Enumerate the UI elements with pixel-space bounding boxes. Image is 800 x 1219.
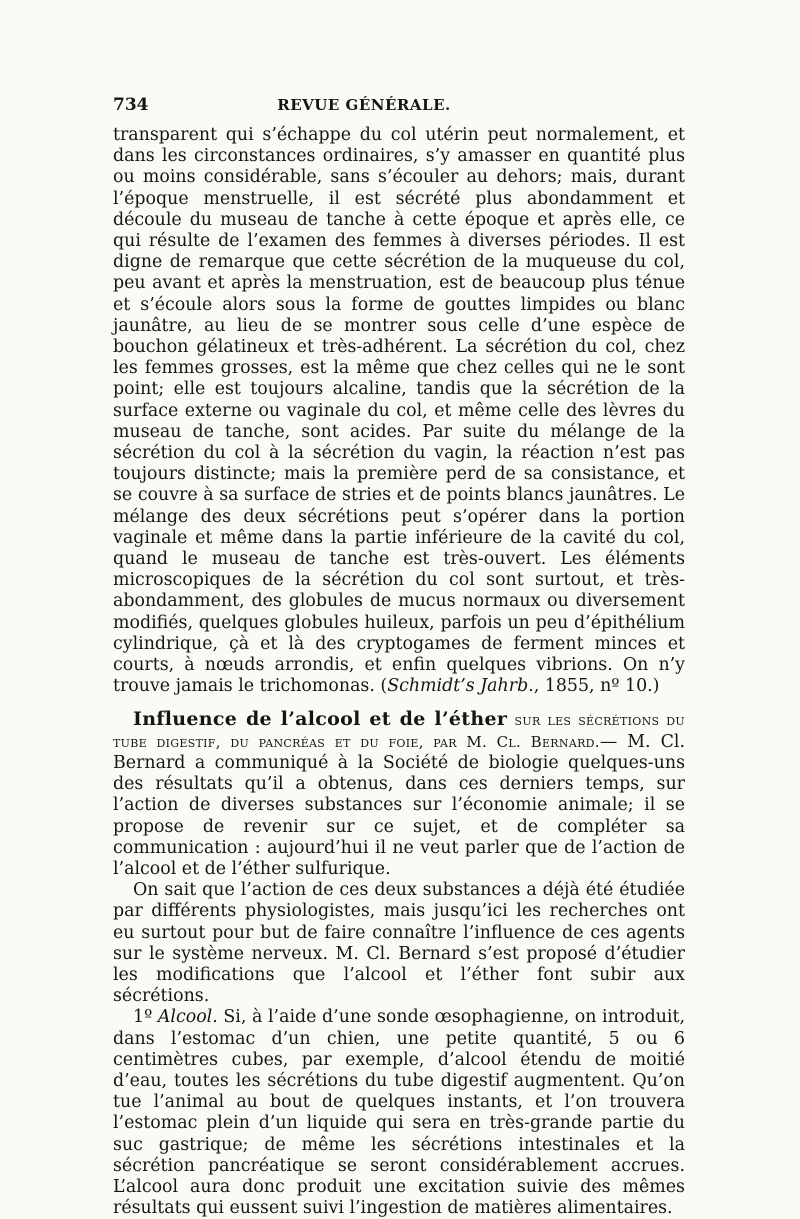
paragraph-2-text: — M. Cl. Bernard a communiqué à la Société de biologie quelques-uns des résultats qu’il a obtenus, dans ces derniers temps, sur l’action de diverses substances sur l’économie animale; il se propose de revenir sur ce sujet, et de compléter sa communication : aujourd’hui il ne veut parler que de l’action de l’alcool et de l’éther sulfurique. [113,731,685,879]
document-page [113,95,685,1219]
page-header [113,95,685,125]
list-number: 1º [133,1007,158,1028]
running-head: REVUE GÉNÉRALE. [277,96,451,114]
citation-journal: Schmidt’s Jahrb. [387,676,534,697]
paragraph-4 [113,1007,685,1219]
citation-details: , 1855, nº 10.) [533,676,660,697]
section-subtitle: sur les sécrétions du tube digestif, du pancréas et du foie [113,711,685,751]
section-title: Influence de l’alcool et de l’éther [133,708,508,731]
section-author: , par M. Cl. Bernard. [418,732,600,751]
section-paragraph [113,709,685,880]
alcool-label: Alcool. [157,1007,218,1028]
paragraph-4-text: Si, à l’aide d’une sonde œsophagienne, on introduit, dans l’estomac d’un chien, une petite quantité, 5 ou 6 centimètres cubes, par exemple, d’alcool étendu de moitié d’eau, toutes les sécrétions du tube digestif augmentent. Qu’on tue l’animal au bout de quelques instants, et l’on trouvera l’estomac plein d’un liquide qui sera en très-grande partie du suc gastrique; de même les sécrétions intestinales et la sécrétion pancréatique se seront considérablement accrues. L’alcool aura donc produit une excitation suivie des mêmes résultats qui eussent suivi l’ingestion de matières alimentaires. [113,1007,685,1219]
paragraph-1-text: transparent qui s’échappe du col utérin peut normalement, et dans les circonstances ordinaires, s’y amasser en quantité plus ou moins considérable, sans s’écouler au dehors; mais, durant l’époque menstruelle, il est sécrété plus abondamment et découle du museau de tanche à cette époque et après elle, ce qui résulte de l’examen des femmes à diverses périodes. Il est digne de remarque que cette sécrétion de la muqueuse du col, peu avant et après la menstruation, est de beaucoup plus ténue et s’écoule alors sous la forme de gouttes limpides ou blanc jaunâtre, au lieu de se montrer sous celle d’une espèce de bouchon gélatineux et très-adhérent. La sécrétion du col, chez les femmes grosses, est la même que chez celles qui ne le sont point; elle est toujours alcaline, tandis que la sécrétion de la surface externe ou vaginale du col, et même celle des lèvres du museau de tanche, sont acides. Par suite du mélange de la sécrétion du col à la sécrétion du vagin, la réaction n’est pas toujours distincte; mais la première perd de sa consistance, et se couvre à sa surface de stries et de points blancs jaunâtres. Le mélange des deux sécrétions peut s’opérer dans la portion vaginale et même dans la partie inférieure de la cavité du col, quand le museau de tanche est très-ouvert. Les éléments microscopiques de la sécrétion du col sont surtout, et très-abondamment, des globules de mucus normaux ou diversement modifiés, quelques globules huileux, parfois un peu d’épithélium cylindrique, çà et là des cryptogames de ferment minces et courts, à nœuds arrondis, et enfin quelques vibrions. On n’y trouve jamais le trichomonas. ( [113,125,685,697]
paragraph-1 [113,125,685,697]
paragraph-3: On sait que l’action de ces deux substances a déjà été étudiée par différents physiologistes, mais jusqu’ici les recherches ont eu surtout pour but de faire connaître l’influence de ces agents sur le système nerveux. M. Cl. Bernard s’est proposé d’étudier les modifications que l’alcool et l’éther font subir aux sécrétions. [113,880,685,1007]
page-number: 734 [113,95,149,115]
